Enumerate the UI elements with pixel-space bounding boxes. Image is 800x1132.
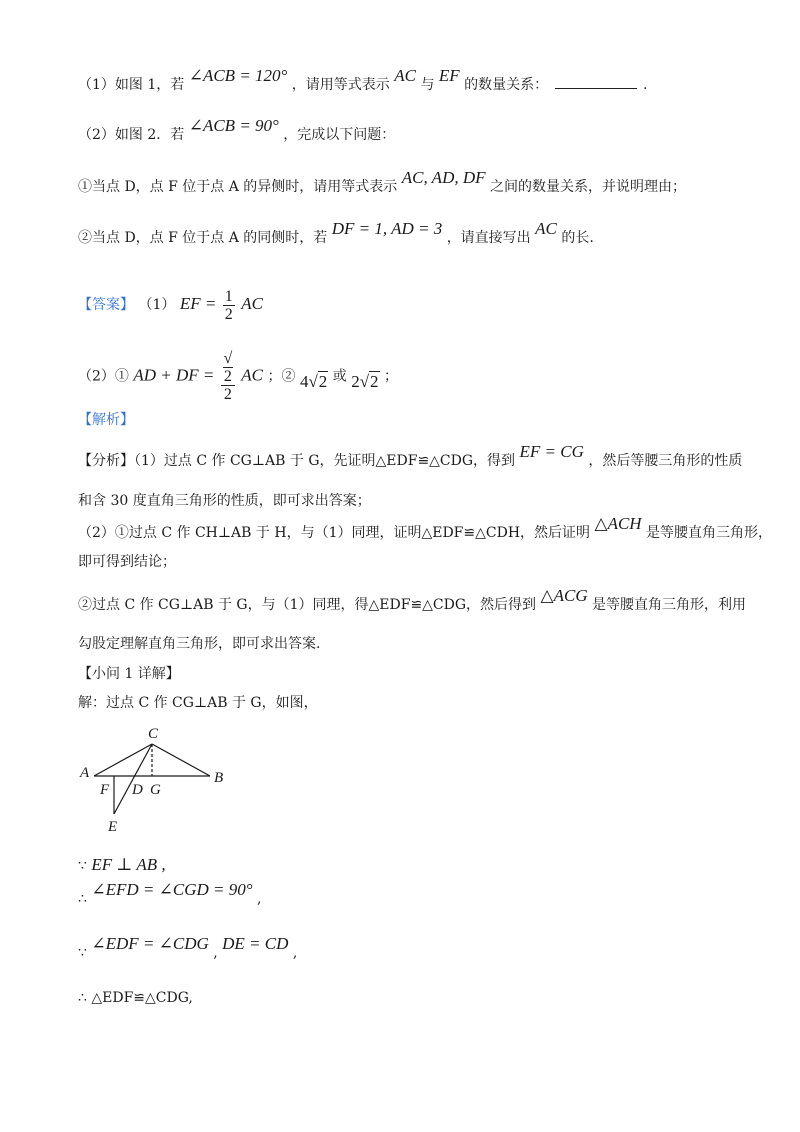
- q2a-prefix: ①当点 D，点 F 位于点 A 的异侧时，请用等式表示: [78, 179, 398, 195]
- answer-separator: ；②: [267, 368, 296, 385]
- fraction-denominator: 2: [223, 386, 232, 403]
- proof-step-3-math-b: DE = CD: [222, 934, 289, 953]
- analysis-line-6: 勾股定理解直角三角形，即可求出答案.: [78, 636, 321, 652]
- q1-end: .: [643, 77, 648, 93]
- proof-step-3-sep: ,: [213, 945, 218, 961]
- label-a: A: [80, 765, 90, 781]
- analysis-line-5-math: △ACG: [540, 586, 588, 605]
- analysis-line-1-math: EF = CG: [519, 442, 584, 461]
- therefore-symbol: ∴: [78, 891, 87, 907]
- q2-prefix: （2）如图 2．若: [78, 127, 185, 143]
- analysis-line-5-text: ②过点 C 作 CG⊥AB 于 G，与（1）同理，得△EDF≌△CDG，然后得到: [78, 597, 537, 613]
- q2b-suffix: ，请直接写出: [446, 230, 531, 246]
- answer-part-2-label: （2）①: [78, 368, 129, 385]
- subquestion-title: 【小问 1 详解】: [78, 666, 180, 682]
- geometry-figure: [78, 724, 258, 839]
- q1-prefix: （1）如图 1，若: [78, 77, 185, 93]
- answer-2-fraction: [221, 350, 235, 403]
- proof-step-3-end: ,: [292, 945, 298, 961]
- analysis-line-3-tail: 是等腰直角三角形，: [646, 525, 773, 541]
- q2b-condition: DF = 1, AD = 3: [331, 219, 443, 238]
- coefficient: 2: [351, 371, 360, 391]
- question-2b: [78, 219, 594, 248]
- q1-suffix: 的数量关系：: [464, 77, 549, 93]
- q1-mid: ，请用等式表示: [291, 77, 390, 93]
- q2-condition: ∠ACB = 90°: [188, 116, 279, 135]
- answer-part-1-label: （1）: [138, 297, 176, 313]
- question-2a: [78, 168, 686, 197]
- answer-2: [78, 350, 398, 403]
- proof-step-4: [78, 988, 193, 1008]
- answer-1-rhs: AC: [241, 294, 263, 313]
- label-e: E: [108, 819, 118, 835]
- analysis-line-3-text: （2）①过点 C 作 CH⊥AB 于 H，与（1）同理，证明△EDF≌△CDH，然后证明: [78, 525, 591, 541]
- label-g: G: [150, 782, 161, 798]
- q2-suffix: ，完成以下问题：: [283, 127, 396, 143]
- proof-step-1: [78, 855, 166, 876]
- q1-and: 与: [420, 77, 435, 93]
- radicand: 2: [318, 371, 328, 391]
- analysis-line-1: [78, 442, 743, 471]
- segment-cb: [152, 744, 210, 776]
- proof-step-2-end: ,: [257, 891, 262, 907]
- proof-step-4-text: △EDF≌△CDG,: [91, 990, 193, 1006]
- figure-lines: [94, 744, 210, 814]
- question-1: [78, 66, 648, 95]
- fraction-denominator: 2: [224, 305, 233, 323]
- proof-step-3: [78, 934, 298, 963]
- proof-step-1-math: EF ⊥ AB ,: [91, 855, 166, 874]
- analysis-line-3: [78, 514, 773, 543]
- label-c: C: [148, 726, 159, 742]
- analysis-line-5: [78, 586, 747, 615]
- analysis-line-1-text: 【分析】（1）过点 C 作 CG⊥AB 于 G，先证明△EDF≌△CDG，得到: [78, 453, 516, 469]
- radicand: 2: [223, 368, 232, 385]
- answer-1: [78, 286, 263, 323]
- because-symbol: ∵: [78, 945, 87, 961]
- label-d: D: [132, 782, 143, 798]
- q1-var-b: EF: [438, 66, 460, 85]
- q2b-end: 的长.: [561, 230, 594, 246]
- fraction-numerator: 1: [224, 287, 233, 305]
- analysis-line-5-tail: 是等腰直角三角形，利用: [592, 597, 747, 613]
- radicand: 2: [370, 371, 379, 391]
- analysis-line-1-tail: ，然后等腰三角形的性质: [588, 453, 743, 469]
- answer-1-lhs: EF =: [179, 294, 217, 313]
- q1-condition: ∠ACB = 120°: [188, 66, 288, 85]
- q2b-var: AC: [535, 219, 557, 238]
- answer-value-2: 2√2: [351, 371, 379, 391]
- analysis-line-3-math: △ACH: [594, 514, 642, 533]
- coefficient: 4: [299, 371, 309, 391]
- analysis-line-4: 即可得到结论；: [78, 554, 176, 570]
- analysis-tag: 【解析】: [78, 412, 134, 428]
- answer-2-rhs: AC: [241, 365, 264, 385]
- q2a-suffix: 之间的数量关系，并说明理由；: [489, 179, 686, 195]
- analysis-line-2: 和含 30 度直角三角形的性质，即可求出答案；: [78, 493, 371, 509]
- answer-or: 或: [332, 368, 347, 385]
- question-2: [78, 116, 396, 145]
- answer-2-lhs: AD + DF =: [133, 365, 215, 385]
- fraction-numerator-sqrt: √ 2: [221, 350, 235, 386]
- therefore-symbol: ∴: [78, 990, 87, 1006]
- proof-step-3-math-a: ∠EDF = ∠CDG: [91, 934, 209, 953]
- subquestion-intro: 解：过点 C 作 CG⊥AB 于 G，如图，: [78, 695, 318, 711]
- label-b: B: [214, 770, 224, 786]
- answer-value-1: 4√2: [299, 371, 328, 391]
- label-f: F: [100, 782, 110, 798]
- q1-var-a: AC: [394, 66, 416, 85]
- proof-step-2: [78, 880, 262, 909]
- answer-blank: [555, 74, 637, 89]
- answer-tag: 【答案】: [78, 297, 134, 313]
- because-symbol: ∵: [78, 858, 87, 874]
- proof-step-2-math: ∠EFD = ∠CGD = 90°: [91, 880, 253, 899]
- q2a-vars: AC, AD, DF: [401, 168, 486, 187]
- q2b-prefix: ②当点 D，点 F 位于点 A 的同侧时，若: [78, 230, 328, 246]
- answer-1-fraction: [223, 288, 235, 323]
- answer-end: ；: [383, 368, 398, 385]
